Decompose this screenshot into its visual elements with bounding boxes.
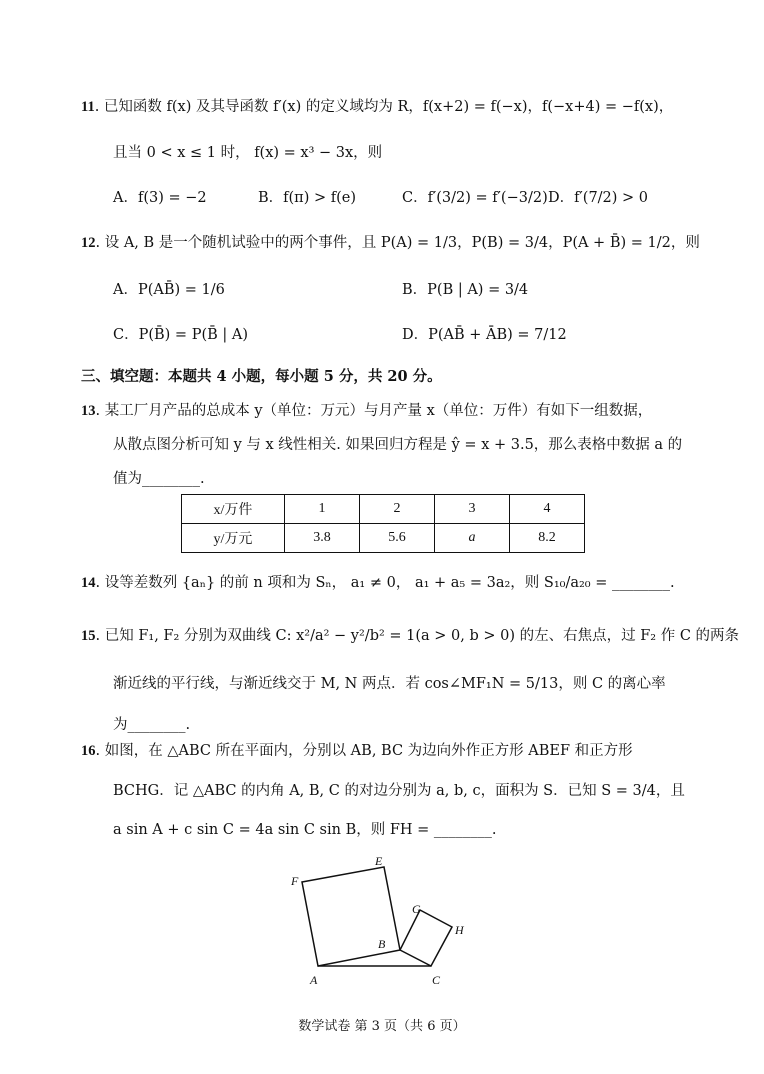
q12-number: 12 [81, 235, 96, 251]
label-c: C [432, 973, 441, 987]
q15-line3: 为________. [113, 717, 191, 733]
table-cell: 3.8 [285, 524, 360, 553]
q13-text-1: . 某工厂月产品的总成本 y（单位：万元）与月产量 x（单位：万件）有如下一组数据， [95, 403, 653, 419]
q12-option-b: B．P(B | A) = 3/4 [402, 282, 529, 298]
q13-line1 [81, 404, 652, 419]
q16-line1 [81, 744, 633, 759]
table-cell: a [435, 524, 510, 553]
table-cell: 3 [435, 495, 510, 524]
label-e: E [375, 854, 383, 868]
section-heading: 三、填空题：本题共 4 小题，每小题 5 分，共 20 分。 [81, 368, 442, 385]
q12-line1 [81, 236, 700, 251]
q12-option-a: A．P(AB̄) = 1/6 [113, 282, 225, 298]
q15-text-1: . 已知 F₁, F₂ 分别为双曲线 C: x²/a² − y²/b² = 1(a > 0, b > 0) 的左、右焦点，过 F₂ 作 C 的两条 [95, 628, 740, 644]
label-a: A [310, 973, 318, 987]
q11-line1 [81, 100, 673, 115]
table-row-y [182, 524, 585, 553]
table-cell: 8.2 [510, 524, 585, 553]
q11-option-a: A．f(3) = −2 [113, 190, 207, 206]
q11-option-b: B．f(π) > f(e) [258, 190, 356, 206]
q13-number: 13 [81, 403, 96, 419]
data-table [181, 494, 585, 553]
label-b: B [378, 937, 386, 951]
label-h: H [455, 923, 464, 937]
table-cell: y/万元 [182, 524, 285, 553]
table-row-x [182, 495, 585, 524]
q11-text-1: . 已知函数 f(x) 及其导函数 f′(x) 的定义域均为 R，f(x+2) = f(−x)，f(−x+4) = −f(x)， [94, 99, 674, 115]
page-footer: 数学试卷 第 3 页（共 6 页） [298, 1019, 466, 1034]
table-cell: 1 [285, 495, 360, 524]
label-f: F [291, 874, 299, 888]
q15-number: 15 [81, 628, 96, 644]
table-cell: 4 [510, 495, 585, 524]
q14-text-1: . 设等差数列 {aₙ} 的前 n 项和为 Sₙ， a₁ ≠ 0， a₁ + a₅ = 3a₂，则 S₁₀/a₂₀ = ________. [95, 575, 675, 591]
q15-line2: 渐近线的平行线，与渐近线交于 M, N 两点．若 cos∠MF₁N = 5/13，则 C 的离心率 [113, 676, 666, 692]
q15-line1 [81, 629, 739, 644]
q12-option-d: D．P(AB̄ + ĀB) = 7/12 [402, 327, 567, 343]
q13-line3: 值为________. [113, 471, 205, 487]
q13-line2: 从散点图分析可知 y 与 x 线性相关. 如果回归方程是 ŷ = x + 3.5，那么表格中数据 a 的 [113, 437, 683, 453]
q12-text-1: . 设 A, B 是一个随机试验中的两个事件，且 P(A) = 1/3，P(B) = 3/4，P(A + B̄) = 1/2，则 [95, 235, 700, 251]
table-cell: 2 [360, 495, 435, 524]
q14-number: 14 [81, 575, 96, 591]
square-bchg [400, 910, 452, 966]
table-cell: x/万件 [182, 495, 285, 524]
q11-line2: 且当 0 < x ≤ 1 时， f(x) = x³ − 3x，则 [113, 145, 383, 161]
q11-option-d: D．f′(7/2) > 0 [548, 190, 649, 206]
table-cell: 5.6 [360, 524, 435, 553]
q11-option-c: C．f′(3/2) = f′(−3/2) [402, 190, 548, 206]
q16-number: 16 [81, 743, 96, 759]
q12-option-c: C．P(B̄) = P(B̄ | A) [113, 327, 248, 343]
q16-line2: BCHG．记 △ABC 的内角 A, B, C 的对边分别为 a, b, c，面积为 S．已知 S = 3/4，且 [113, 783, 685, 799]
q16-line3: a sin A + c sin C = 4a sin C sin B，则 FH = ________. [113, 822, 497, 838]
q16-text-1: . 如图，在 △ABC 所在平面内，分别以 AB, BC 为边向外作正方形 ABEF 和正方形 [95, 743, 633, 759]
q14-line1 [81, 576, 675, 591]
label-g: G [412, 902, 421, 916]
q11-number: 11 [81, 99, 95, 115]
